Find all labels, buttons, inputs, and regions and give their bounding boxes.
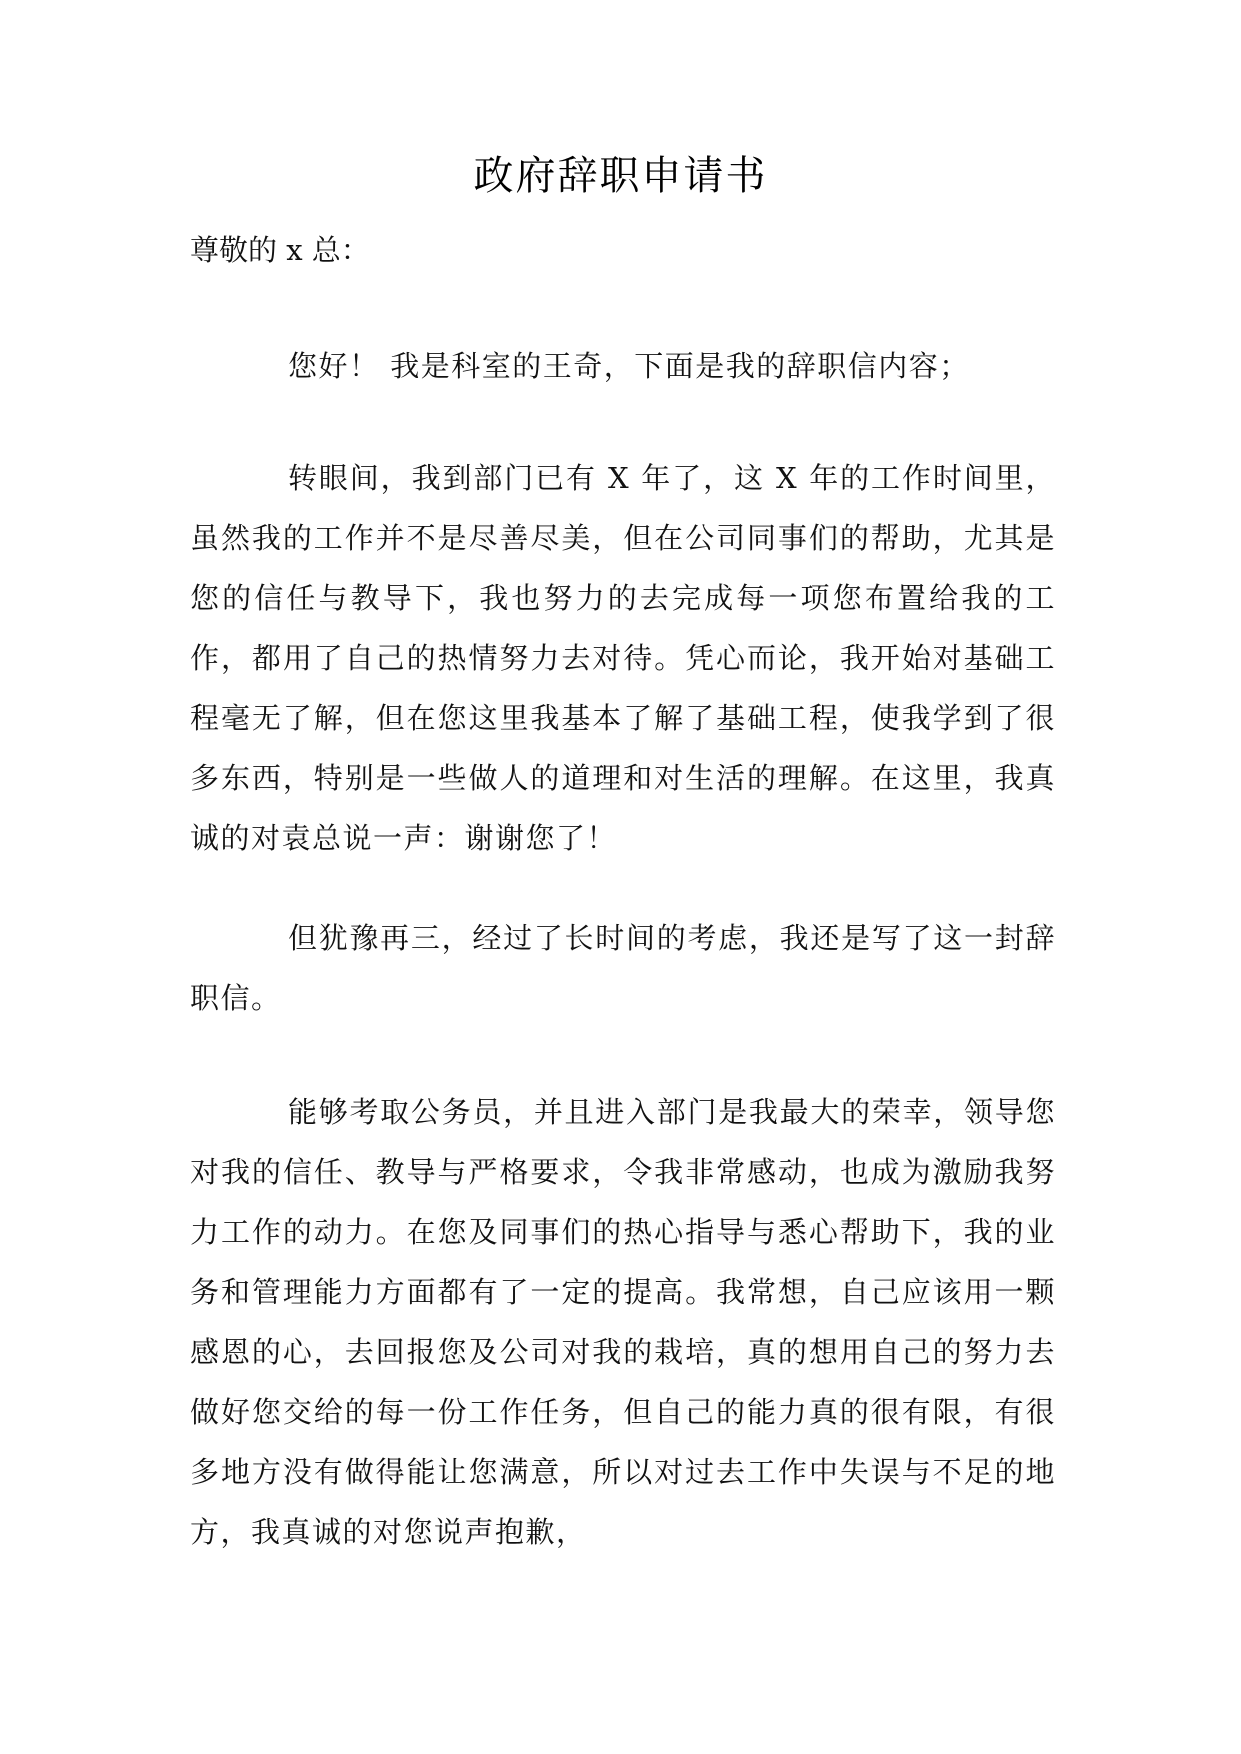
salutation: 尊敬的 x 总： <box>190 233 370 267</box>
document-title: 政府辞职申请书 <box>473 153 768 199</box>
paragraph-greeting: 您好！ 我是科室的王奇，下面是我的辞职信内容； <box>288 349 970 383</box>
paragraph-decision: 但犹豫再三，经过了长时间的考虑，我还是写了这一封辞职信。 <box>190 921 1056 1015</box>
paragraph-work-history: 转眼间，我到部门已有 X 年了，这 X 年的工作时间里，虽然我的工作并不是尽善尽美，但在公司同事们的帮助，尤其是您的信任与教导下，我也努力的去完成每一项您布置给我的工作，都用了自己的热情努力去对待。凭心而论，我开始对基础工程毫无了解，但在您这里我基本了解了基础工程，使我学到了很多东西，特别是一些做人的道理和对生活的理解。在这里，我真诚的对袁总说一声：谢谢您了！ <box>190 461 1056 855</box>
paragraph-gratitude: 能够考取公务员，并且进入部门是我最大的荣幸，领导您对我的信任、教导与严格要求，令我非常感动，也成为激励我努力工作的动力。在您及同事们的热心指导与悉心帮助下，我的业务和管理能力方面都有了一定的提高。我常想，自己应该用一颗感恩的心，去回报您及公司对我的栽培，真的想用自己的努力去做好您交给的每一份工作任务，但自己的能力真的很有限，有很多地方没有做得能让您满意，所以对过去工作中失误与不足的地方，我真诚的对您说声抱歉， <box>190 1095 1056 1549</box>
